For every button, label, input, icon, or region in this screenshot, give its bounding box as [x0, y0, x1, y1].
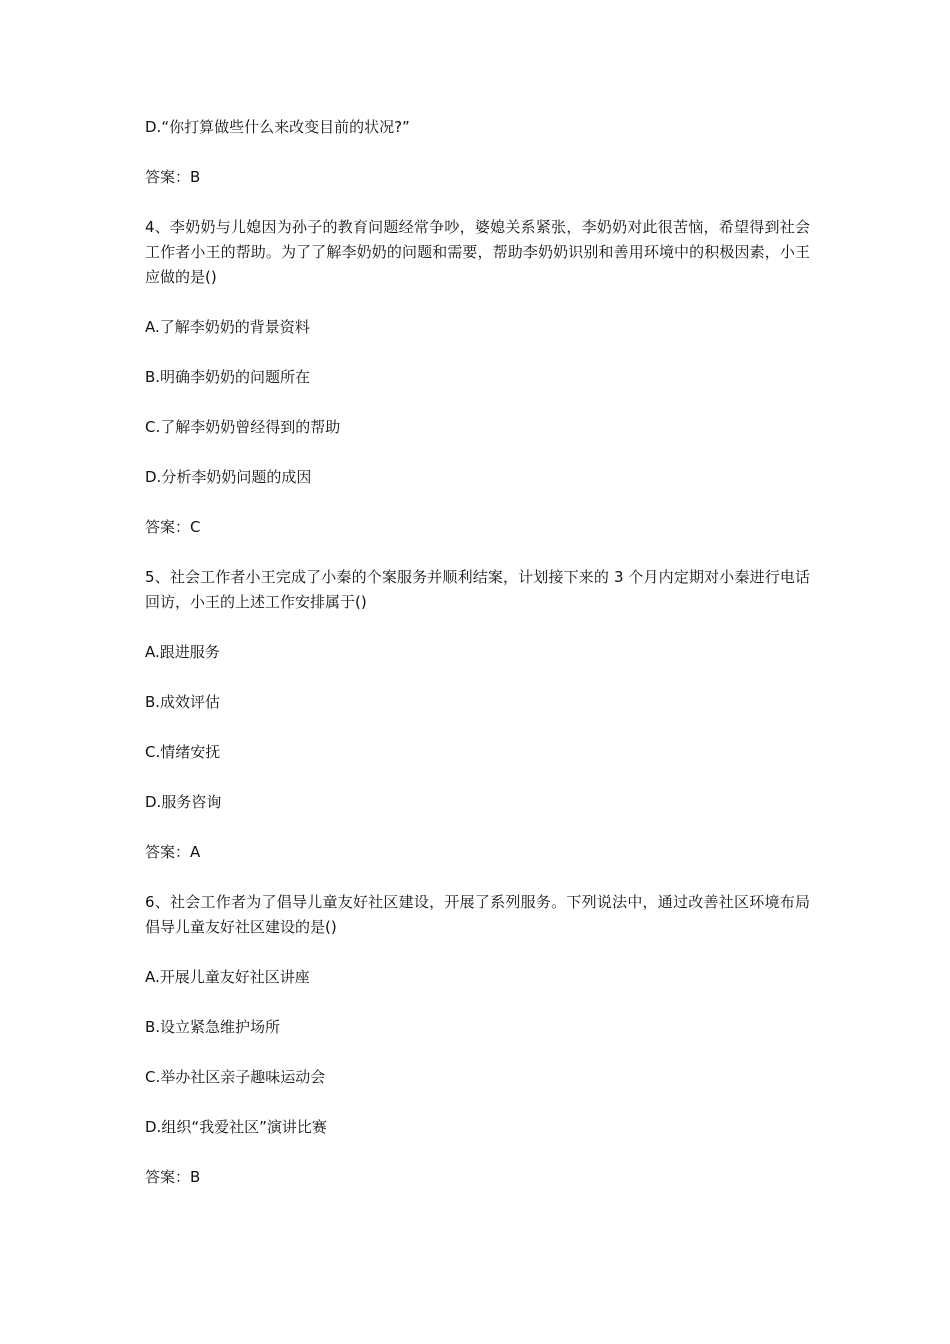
question-4-option-a: A.了解李奶奶的背景资料	[145, 318, 310, 336]
answer-5: 答案：A	[145, 843, 201, 861]
question-4-option-b: B.明确李奶奶的问题所在	[145, 368, 311, 386]
question-4-option-c: C.了解李奶奶曾经得到的帮助	[145, 418, 341, 436]
question-6-option-b: B.设立紧急维护场所	[145, 1018, 281, 1036]
question-6-option-c: C.举办社区亲子趣味运动会	[145, 1068, 326, 1086]
question-5-option-b: B.成效评估	[145, 693, 221, 711]
question-5-option-c: C.情绪安抚	[145, 743, 221, 761]
question-6-option-d: D.组织“我爱社区”演讲比赛	[145, 1118, 327, 1136]
answer-3: 答案：B	[145, 168, 201, 186]
document-content	[145, 115, 810, 1190]
option-d-prev: D.“你打算做些什么来改变目前的状况?”	[145, 118, 410, 136]
question-4: 4、李奶奶与儿媳因为孙子的教育问题经常争吵，婆媳关系紧张，李奶奶对此很苦恼，希望得到社会工作者小王的帮助。为了了解李奶奶的问题和需要，帮助李奶奶识别和善用环境中的积极因素，小王应做的是()	[145, 218, 810, 286]
question-5-option-d: D.服务咨询	[145, 793, 222, 811]
question-4-option-d: D.分析李奶奶问题的成因	[145, 468, 312, 486]
question-5-option-a: A.跟进服务	[145, 643, 220, 661]
question-6: 6、社会工作者为了倡导儿童友好社区建设，开展了系列服务。下列说法中，通过改善社区环境布局倡导儿童友好社区建设的是()	[145, 893, 810, 936]
answer-6: 答案：B	[145, 1168, 201, 1186]
question-6-option-a: A.开展儿童友好社区讲座	[145, 968, 310, 986]
question-5: 5、社会工作者小王完成了小秦的个案服务并顺利结案，计划接下来的 3 个月内定期对小秦进行电话回访，小王的上述工作安排属于()	[145, 568, 810, 611]
answer-4: 答案：C	[145, 518, 201, 536]
